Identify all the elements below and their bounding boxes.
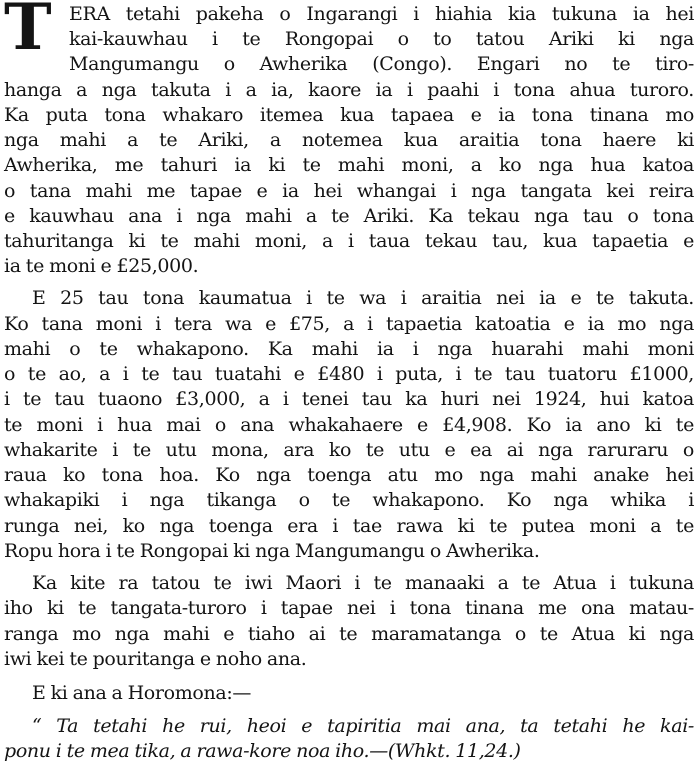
text-line: mahi o te whakapono. Ka mahi ia i nga huarahi mahi moni <box>4 337 694 360</box>
text-line: E 25 tau tona kaumatua i te wa i araitia nei ia e te takuta. <box>32 287 694 310</box>
text-line: iwi kei te pouritanga e noho ana. <box>4 647 307 670</box>
text-line: ERA tetahi pakeha o Ingarangi i hiahia kia tukuna ia hei <box>69 2 694 25</box>
text-line: i te tau tuaono £3,000, a i tenei tau ka huri nei 1924, hui katoa <box>4 388 694 411</box>
quote-line: ponu i te mea tika, a rawa-kore noa iho.—(Whkt. 11,24.) <box>4 740 521 762</box>
text-line: Ka puta tona whakaro itemea kua tapaea e ia tona tinana mo <box>4 103 694 126</box>
text-line: iho ki te tangata-turoro i tapae nei i tona tinana me ona matau- <box>4 597 694 620</box>
text-line: ia te moni e £25,000. <box>4 255 199 278</box>
text-line: whakapiki i nga tikanga o te whakapono. Ko nga whika i <box>4 489 694 512</box>
text-line: o te ao, a i te tau tuatahi e £480 i puta, i te tau tuatoru £1000, <box>4 363 694 386</box>
text-line: o tana mahi me tapae e ia hei whangai i nga tangata kei reira <box>4 179 694 202</box>
text-line: Mangumangu o Awherika (Congo). Engari no te tiro- <box>69 53 694 76</box>
text-line: te moni i hua mai o ana whakahaere e £4,908. Ko ia ano ki te <box>4 413 694 436</box>
text-line: e kauwhau ana i nga mahi a te Ariki. Ka tekau nga tau o tona <box>4 204 694 227</box>
quote-line: “ Ta tetahi he rui, heoi e tapiritia mai ana, ta tetahi he kai- <box>32 714 694 737</box>
drop-cap: T <box>4 0 52 65</box>
text-line: kai-kauwhau i te Rongopai o to tatou Ariki ki nga <box>69 28 694 51</box>
text-line: hanga a nga takuta i a ia, kaore ia i paahi i tona ahua turoro. <box>4 78 694 101</box>
text-line: E ki ana a Horomona:— <box>32 681 252 704</box>
text-line: Ko tana moni i tera wa e £75, a i tapaetia katoatia e ia mo nga <box>4 312 694 335</box>
text-line: whakarite i te utu mona, ara ko te utu e ea ai nga raruraru o <box>4 438 694 461</box>
text-line: ranga mo nga mahi e tiaho ai te maramatanga o te Atua ki nga <box>4 622 694 645</box>
text-line: runga nei, ko nga toenga era i tae rawa ki te putea moni a te <box>4 514 694 537</box>
text-line: Awherika, me tahuri ia ki te mahi moni, a ko nga hua katoa <box>4 154 694 177</box>
text-line: tahuritanga ki te mahi moni, a i taua tekau tau, kua tapaetia e <box>4 230 694 253</box>
text-line: Ropu hora i te Rongopai ki nga Mangumangu o Awherika. <box>4 539 540 562</box>
text-line: nga mahi a te Ariki, a notemea kua araitia tona haere ki <box>4 129 694 152</box>
text-line: Ka kite ra tatou te iwi Maori i te manaaki a te Atua i tukuna <box>32 572 694 594</box>
text-line: raua ko tona hoa. Ko nga toenga atu mo nga mahi anake hei <box>4 464 694 487</box>
